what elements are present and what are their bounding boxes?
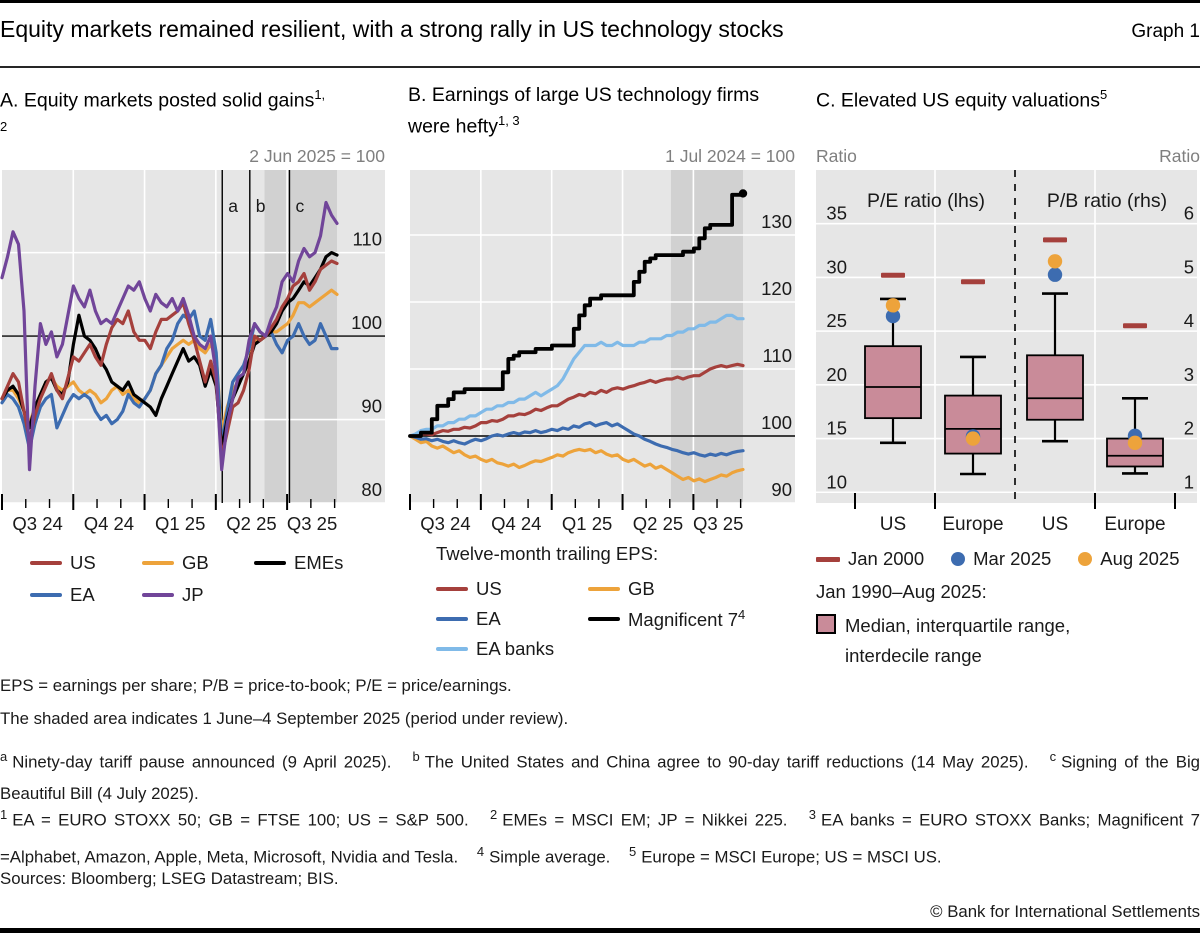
line-swatch <box>30 561 62 565</box>
aug-2025-dot <box>886 298 900 312</box>
legend-label: US <box>70 552 96 573</box>
panel-c-unit-label-left: Ratio <box>816 146 857 166</box>
y-axis-label-left: 30 <box>826 256 847 278</box>
footnote-superscript: c <box>1049 749 1057 764</box>
y-axis-label: 110 <box>762 344 792 366</box>
y-axis-label-left: 25 <box>826 310 847 332</box>
x-axis-label: Q3 25 <box>692 513 744 534</box>
graph-number-label: Graph 1 <box>1131 21 1200 42</box>
legend-slot <box>30 550 96 576</box>
legend-slot <box>436 636 554 662</box>
legend-label: Jan 2000 <box>848 548 925 569</box>
title-separator <box>0 66 1200 68</box>
y-axis-label: 120 <box>761 277 792 299</box>
title-superscript: 1, 2 <box>0 87 326 134</box>
legend-c-box-label: Median, interquartile range, interdecile range <box>845 615 1071 666</box>
dash-swatch <box>816 557 840 562</box>
legend-label: Magnificent $7^4$ <box>628 606 746 631</box>
x-axis-label: Q3 24 <box>12 513 63 534</box>
footnote-superscript: 2 <box>490 807 498 822</box>
y-axis-label-right: 1 <box>1183 471 1194 493</box>
jan-2000-marker <box>881 273 905 278</box>
legend-label: Mar 2025 <box>973 548 1052 569</box>
y-axis-label-left: 15 <box>826 417 847 439</box>
panel-c-title: C. Elevated US equity valuations$^5$ <box>816 87 1108 112</box>
line-swatch <box>436 647 468 651</box>
category-label: US <box>1041 514 1069 535</box>
legend-label: US <box>476 578 502 599</box>
legend-slot <box>588 576 655 602</box>
legend-slot <box>436 606 501 632</box>
legend-slot <box>142 550 209 576</box>
panel-b-unit-label: 1 Jul 2024 = 100 <box>665 146 795 166</box>
y-axis-label: 90 <box>361 395 382 417</box>
line-swatch <box>30 593 62 597</box>
panel-b-chart <box>408 170 800 535</box>
x-axis-label: Q1 25 <box>154 513 206 534</box>
iqr-box <box>865 346 921 418</box>
footnote-superscript: a <box>0 749 8 764</box>
aug-2025-dot <box>966 431 980 445</box>
legend-c-box-row <box>816 611 1200 671</box>
y-axis-label-right: 5 <box>1183 256 1194 278</box>
legend-item-us <box>436 578 502 600</box>
header <box>0 16 1200 43</box>
title-superscript: 5 <box>1100 87 1108 102</box>
y-axis-label-right: 6 <box>1183 202 1194 224</box>
jan-2000-marker <box>1123 323 1147 328</box>
legend-label: EA <box>70 584 95 605</box>
x-axis-label: Q2 25 <box>632 513 684 534</box>
legend-item-ea-banks <box>436 638 554 660</box>
line-swatch <box>588 617 620 621</box>
footnote-superscript: b <box>412 749 420 764</box>
panel-a-chart <box>0 170 390 535</box>
last-observation-dot <box>739 189 747 197</box>
y-axis-label: 90 <box>771 479 792 500</box>
y-axis-label: 110 <box>352 228 382 250</box>
legend-item-us <box>30 552 96 574</box>
aug-2025-dot <box>1048 254 1062 268</box>
x-axis-label: Q4 24 <box>491 513 542 534</box>
legend-label: EA <box>476 608 501 629</box>
legend-label: Aug 2025 <box>1100 548 1180 569</box>
legend-item-ea <box>30 584 95 606</box>
line-swatch <box>254 561 286 565</box>
legend-item-jp <box>142 584 204 606</box>
legend-c-markers-row <box>816 548 1200 570</box>
legend-item-magnificent-7 <box>588 607 745 631</box>
section-title: P/E ratio (lhs) <box>866 190 986 212</box>
legend-slot <box>30 582 95 608</box>
y-axis-label-right: 2 <box>1183 417 1194 439</box>
legend-label: EA banks <box>476 638 555 659</box>
figure-title: Equity markets remained resilient, with a strong rally in US technology stocks <box>0 16 784 42</box>
dot-swatch <box>951 552 965 566</box>
y-axis-label-left: 10 <box>826 471 847 493</box>
legend-item-aug-2025 <box>1078 548 1179 570</box>
category-label: US <box>879 514 907 535</box>
x-axis-label: Q3 24 <box>420 513 471 534</box>
legend-item-gb <box>142 552 209 574</box>
top-border <box>0 0 1200 3</box>
x-axis-label: Q3 25 <box>286 513 338 534</box>
y-axis-label: 80 <box>361 479 382 500</box>
legend-item-gb <box>588 578 655 600</box>
y-axis-label-left: 35 <box>826 202 847 224</box>
panel-a-title: A. Equity markets posted solid gains$^{1, 2}$ <box>0 87 326 134</box>
aug-2025-dot <box>1128 436 1142 450</box>
dot-swatch <box>1078 552 1092 566</box>
section-title: P/B ratio (rhs) <box>1046 190 1168 212</box>
box-swatch <box>816 614 836 634</box>
legend-item-ea <box>436 608 501 630</box>
event-label-c: c <box>295 196 305 216</box>
line-swatch <box>142 593 174 597</box>
footnote-definitions: EPS = earnings per share; P/B = price-to-book; P/E = price/earnings. <box>0 676 512 695</box>
legend-slot <box>254 550 343 576</box>
panel-c-chart <box>816 170 1200 535</box>
legend-label: JP <box>182 584 204 605</box>
footnote-superscript: 5 <box>629 843 637 859</box>
jan-2000-marker <box>961 279 985 284</box>
line-swatch <box>436 617 468 621</box>
legend-slot <box>588 606 745 632</box>
panel-c-unit-label-right: Ratio <box>1159 146 1200 166</box>
sources-line: Sources: Bloomberg; LSEG Datastream; BIS. <box>0 869 339 888</box>
iqr-box <box>1027 355 1083 419</box>
y-axis-label: 100 <box>351 312 382 334</box>
event-label-b: b <box>255 196 266 216</box>
footnote-superscript: 3 <box>808 807 817 822</box>
copyright-line: © Bank for International Settlements <box>930 902 1200 921</box>
footnote-shading: The shaded area indicates 1 June–4 September 2025 (period under review). <box>0 709 569 728</box>
panel-a-unit-label: 2 Jun 2025 = 100 <box>249 146 385 166</box>
category-label: Europe <box>942 514 1004 535</box>
y-axis-label-right: 4 <box>1183 310 1194 332</box>
y-axis-label-right: 3 <box>1183 363 1194 385</box>
x-axis-label: Q4 24 <box>83 513 135 534</box>
legend-item-mar-2025 <box>951 548 1051 570</box>
legend-label: GB <box>182 552 209 573</box>
legend-slot <box>142 582 204 608</box>
legend-label: GB <box>628 578 655 599</box>
footnote-indices: $^1$ EA = EURO STOXX 50; GB = FTSE 100; US = S&P 500. $^2$ EMEs = MSCI EM; JP = Nikkei 225. $^3$ EA banks = EURO STOXX Banks; Magnificent 7 =Alphabet, Amazon, Apple, Meta, Microsoft, Nvidia and Tesla. $^4$ Simple average. $^5$ Europe = MSCI Europe; US = MSCI US. <box>0 807 1200 867</box>
footnote-superscript: 1 <box>0 807 8 822</box>
y-axis-label-left: 20 <box>826 363 847 385</box>
x-axis-label: Q1 25 <box>561 513 613 534</box>
event-label-a: a <box>228 196 238 216</box>
jan-2000-marker <box>1043 237 1067 242</box>
line-swatch <box>436 587 468 591</box>
panel-b-legend <box>436 543 800 659</box>
legend-c-range-title: Jan 1990–Aug 2025: <box>816 581 987 602</box>
y-axis-label: 130 <box>761 210 792 232</box>
panel-b-title: B. Earnings of large US technology firms were hefty$^{1, 3}$ <box>408 84 760 138</box>
line-swatch <box>588 587 620 591</box>
footnote-events: $^a$ Ninety-day tariff pause announced (9 April 2025). $^b$ The United States and China agree to 90-day tariff reductions (14 May 2025). $^c$ Signing of the Big Beautiful Bill (4 July 2025). <box>0 749 1200 803</box>
footnote-superscript: 4 <box>476 843 485 859</box>
bottom-border <box>0 928 1200 933</box>
category-label: Europe <box>1104 514 1166 535</box>
legend-item-jan-2000 <box>816 548 924 570</box>
title-superscript: 1, 3 <box>497 113 520 128</box>
line-swatch <box>142 561 174 565</box>
panel-c-legend <box>816 548 1200 671</box>
legend-item-emes <box>254 552 343 574</box>
mar-2025-dot <box>1048 268 1062 282</box>
legend-slot <box>436 576 502 602</box>
y-axis-label: 100 <box>761 411 792 433</box>
legend-label: EMEs <box>294 552 344 573</box>
legend-b-title: Twelve-month trailing EPS: <box>436 543 659 564</box>
x-axis-label: Q2 25 <box>226 513 277 534</box>
